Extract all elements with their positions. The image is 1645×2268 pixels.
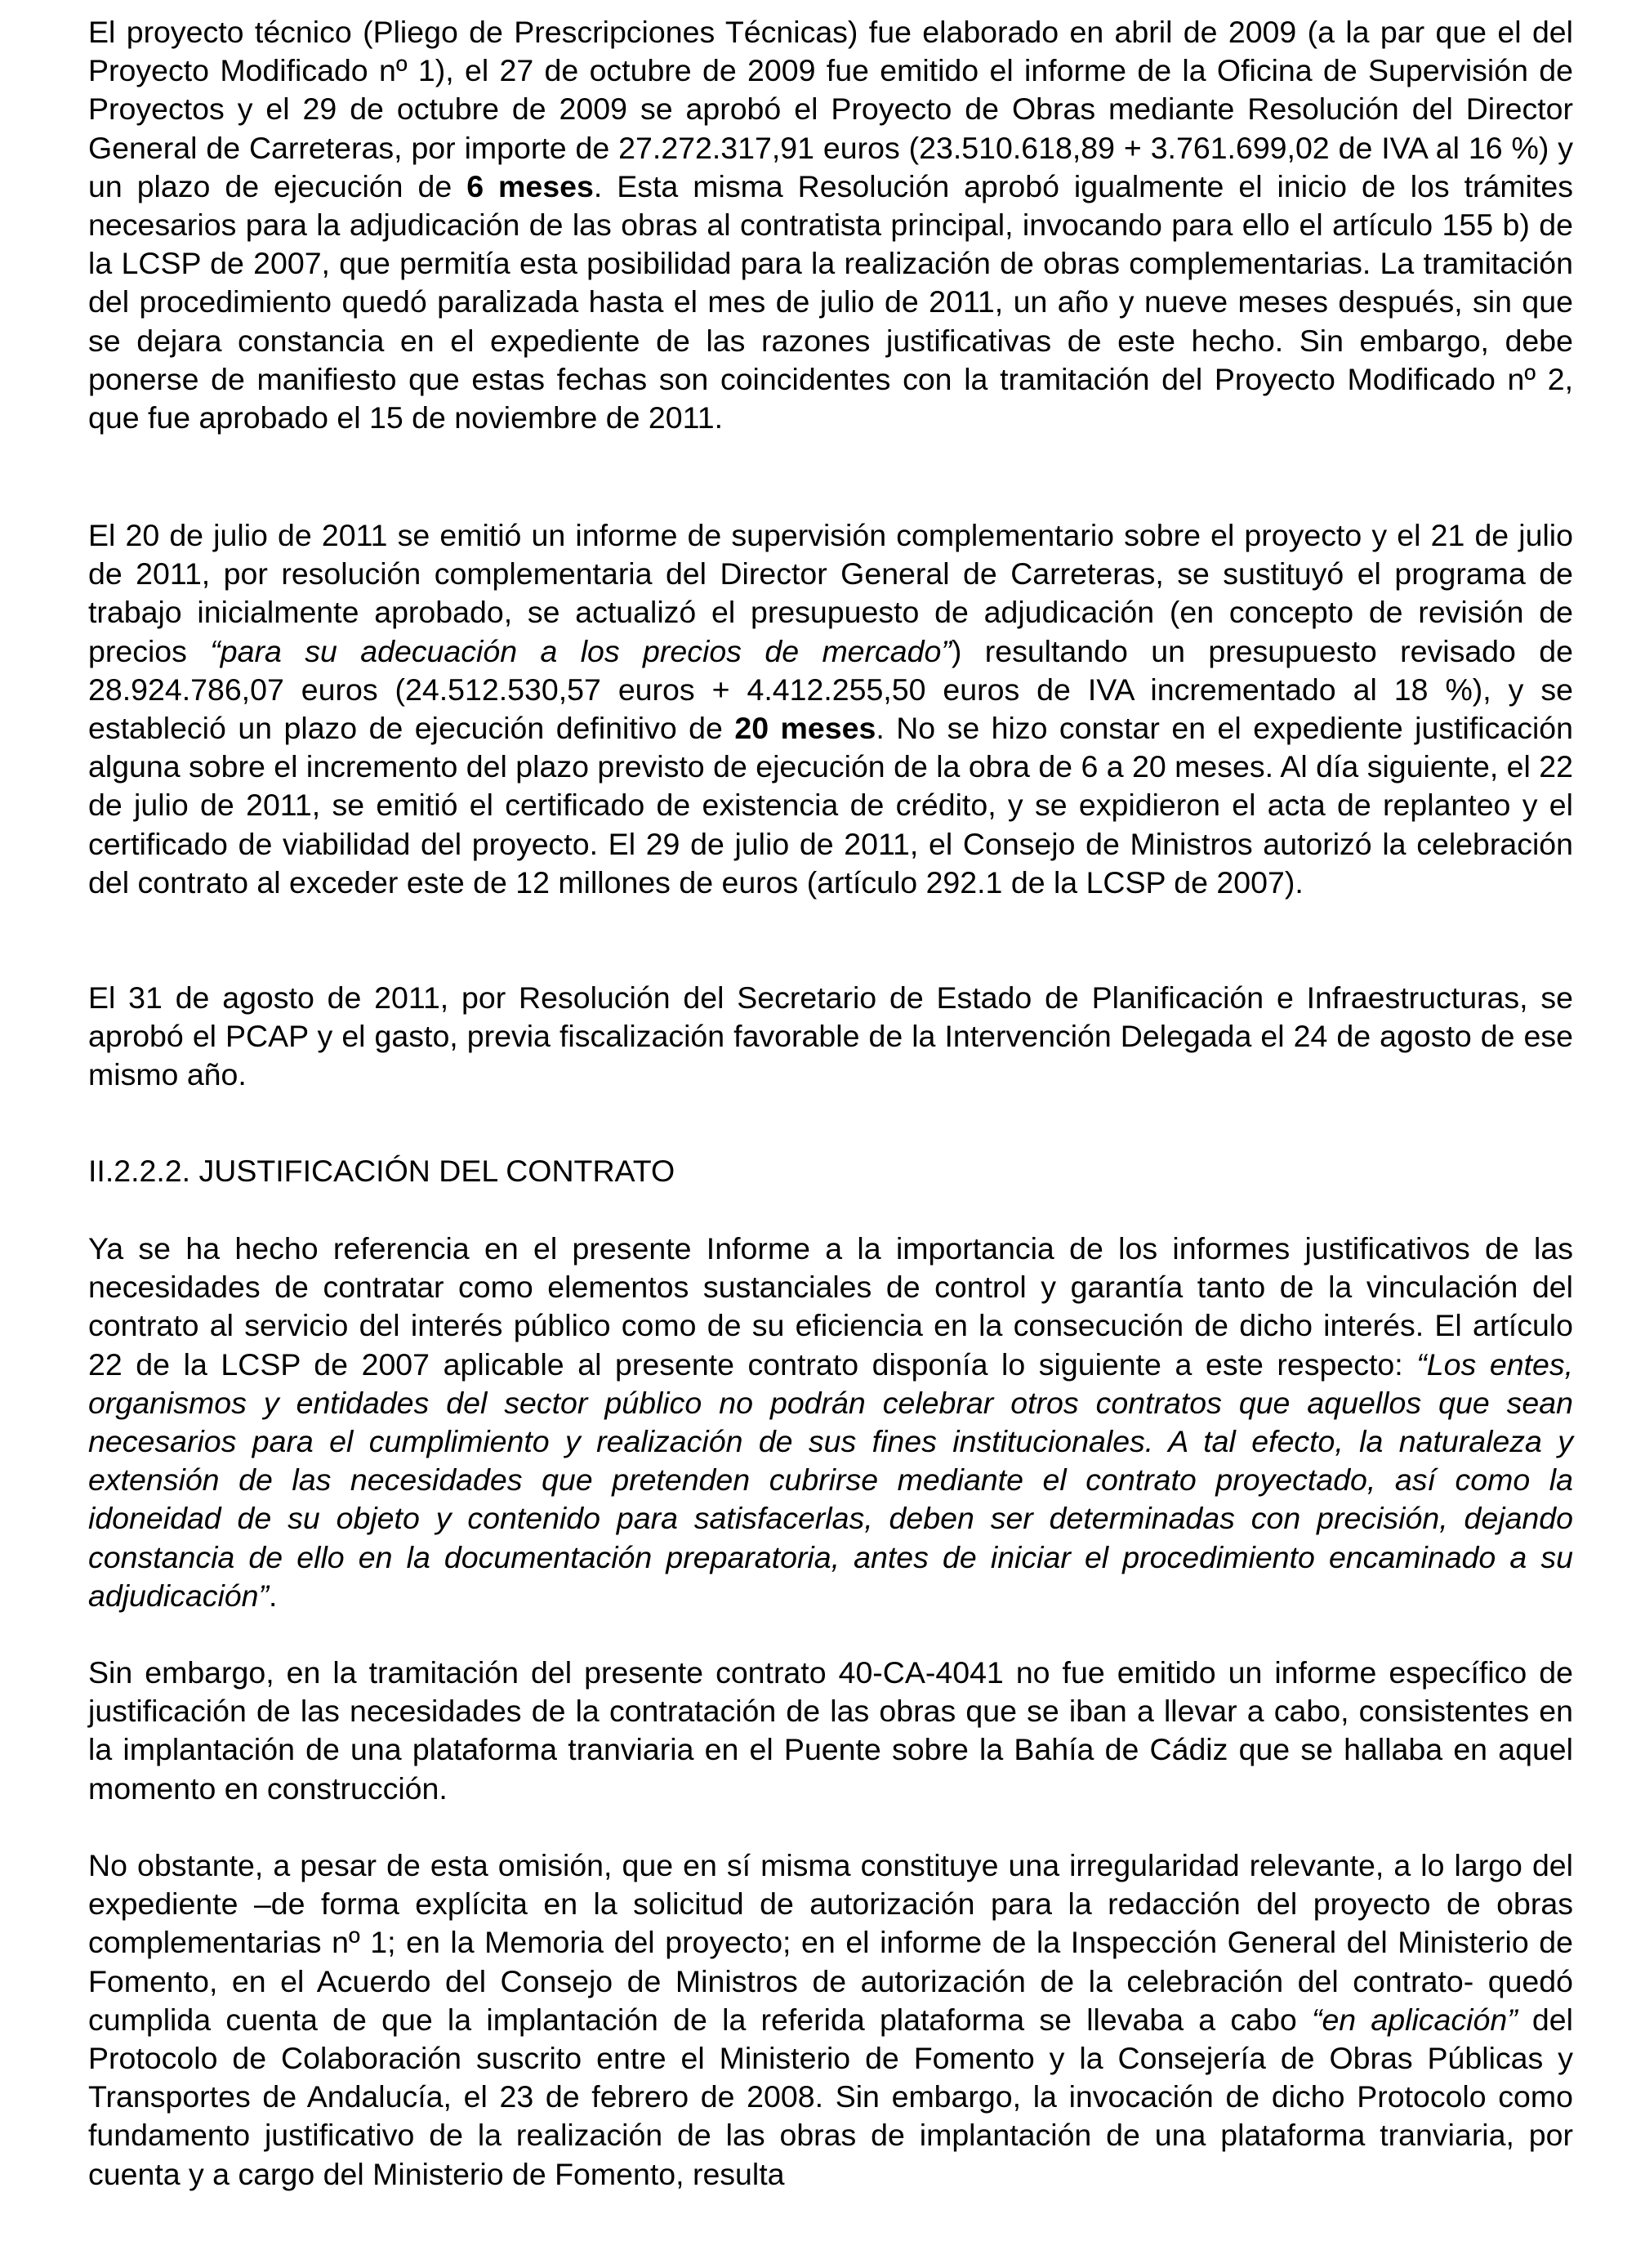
paragraph-text: El proyecto técnico (Pliego de Prescripciones Técnicas) fue elaborado en abril de 2009 (a la par que el del Proyecto Modificado nº 1), el 27 de octubre de 2009 fue emitido el informe de la Oficina de Supervisión de Proyectos y el 29 de octubre de 2009 se aprobó el Proyecto de Obras mediante Resolución del Director General de Carreteras, por importe de 27.272.317,91 euros (23.510.618,89 + 3.761.699,02 de IVA al 16 %) y un plazo de ejecución de bbox=[88, 15, 1573, 203]
paragraph-text: Sin embargo, en la tramitación del presente contrato 40-CA-4041 no fue emitido un informe específico de justificación de las necesidades de la contratación de las obras que se iban a llevar a cabo, consistentes en la implantación de una plataforma tranviaria en el Puente sobre la Bahía de Cádiz que se hallaba en aquel momento en construcción. bbox=[88, 1655, 1573, 1806]
bold-term-6-meses: 6 meses bbox=[466, 168, 594, 203]
italic-legal-quote: “Los entes, organismos y entidades del sector público no podrán celebrar otros contratos que aquellos que sean necesarios para el cumplimiento y realización de sus fines institucionales. A tal efecto, la naturaleza y extensión de las necesidades que pretenden cubrirse mediante el contrato proyectado, así como la idoneidad de su objeto y contenido para satisfacerlas, deben ser determinadas con precisión, dejando constancia de ello en la documentación preparatoria, antes de iniciar el procedimiento encaminado a su adjudicación” bbox=[88, 1346, 1573, 1613]
paragraph-text: . Esta misma Resolución aprobó igualmente el inicio de los trámites necesarios para la adjudicación de las obras al contratista principal, invocando para ello el artículo 155 b) de la LCSP de 2007, que permitía esta posibilidad para la realización de obras complementarias. La tramitación del procedimiento quedó paralizada hasta el mes de julio de 2011, un año y nueve meses después, sin que se dejara constancia en el expediente de las razones justificativas de este hecho. Sin embargo, debe ponerse de manifiesto que estas fechas son coincidentes con la tramitación del Proyecto Modificado nº 2, que fue aprobado el 15 de noviembre de 2011. bbox=[88, 168, 1573, 435]
paragraph-text: del Protocolo de Colaboración suscrito entre el Ministerio de Fomento y la Consejería de Obras Públicas y Transportes de Andalucía, el 23 de febrero de 2008. Sin embargo, la invocación de dicho Protocolo como fundamento justificativo de la realización de las obras de implantación de una plataforma tranviaria, por cuenta y a cargo del Ministerio de Fomento, resulta bbox=[88, 2002, 1573, 2191]
paragraph-pcap-approval bbox=[88, 979, 1573, 1095]
paragraph-text: . bbox=[268, 1578, 278, 1613]
italic-quote: “en aplicación” bbox=[1311, 2002, 1518, 2037]
paragraph-text: El 20 de julio de 2011 se emitió un informe de supervisión complementario sobre el proyecto y el 21 de julio de 2011, por resolución complementaria del Director General de Carreteras, se sustituyó el programa de trabajo inicialmente aprobado, se actualizó el presupuesto de adjudicación (en concepto de revisión de precios bbox=[88, 518, 1573, 668]
paragraph-project-approval bbox=[88, 13, 1573, 437]
paragraph-text: Ya se ha hecho referencia en el presente Informe a la importancia de los informes justificativos de las necesidades de contratar como elementos sustanciales de control y garantía tanto de la vinculación del contrato al servicio del interés público como de su eficiencia en la consecución de dicho interés. El artículo 22 de la LCSP de 2007 aplicable al presente contrato disponía lo siguiente a este respecto: bbox=[88, 1231, 1573, 1382]
paragraph-contract-justification bbox=[88, 1230, 1573, 1615]
paragraph-protocol bbox=[88, 1846, 1573, 2194]
section-heading: II.2.2.2. JUSTIFICACIÓN DEL CONTRATO bbox=[88, 1154, 675, 1188]
paragraph-text: . No se hizo constar en el expediente justificación alguna sobre el incremento del plazo previsto de ejecución de la obra de 6 a 20 meses. Al día siguiente, el 22 de julio de 2011, se emitió el certificado de existencia de crédito, y se expidieron el acta de replanteo y el certificado de viabilidad del proyecto. El 29 de julio de 2011, el Consejo de Ministros autorizó la celebración del contrato al exceder este de 12 millones de euros (artículo 292.1 de la LCSP de 2007). bbox=[88, 711, 1573, 900]
bold-term-20-meses: 20 meses bbox=[734, 711, 876, 746]
paragraph-text: El 31 de agosto de 2011, por Resolución del Secretario de Estado de Planificación e Infraestructuras, se aprobó el PCAP y el gasto, previa fiscalización favorable de la Intervención Delegada el 24 de agosto de ese mismo año. bbox=[88, 980, 1573, 1092]
paragraph-text: No obstante, a pesar de esta omisión, que en sí misma constituye una irregularidad relevante, a lo largo del expediente –de forma explícita en la solicitud de autorización para la redacción del proyecto de obras complementarias nº 1; en la Memoria del proyecto; en el informe de la Inspección General del Ministerio de Fomento, en el Acuerdo del Consejo de Ministros de autorización de la celebración del contrato- quedó cumplida cuenta de que la implantación de la referida plataforma se llevaba a cabo bbox=[88, 1848, 1573, 2037]
paragraph-supervision-report bbox=[88, 516, 1573, 902]
italic-quote: “para su adecuación a los precios de mercado” bbox=[210, 633, 952, 668]
paragraph-missing-report bbox=[88, 1654, 1573, 1808]
paragraph-text: ) resultando un presupuesto revisado de 28.924.786,07 euros (24.512.530,57 euros + 4.412.255,50 euros de IVA incrementado al 18 %), y se estableció un plazo de ejecución definitivo de bbox=[88, 633, 1574, 746]
